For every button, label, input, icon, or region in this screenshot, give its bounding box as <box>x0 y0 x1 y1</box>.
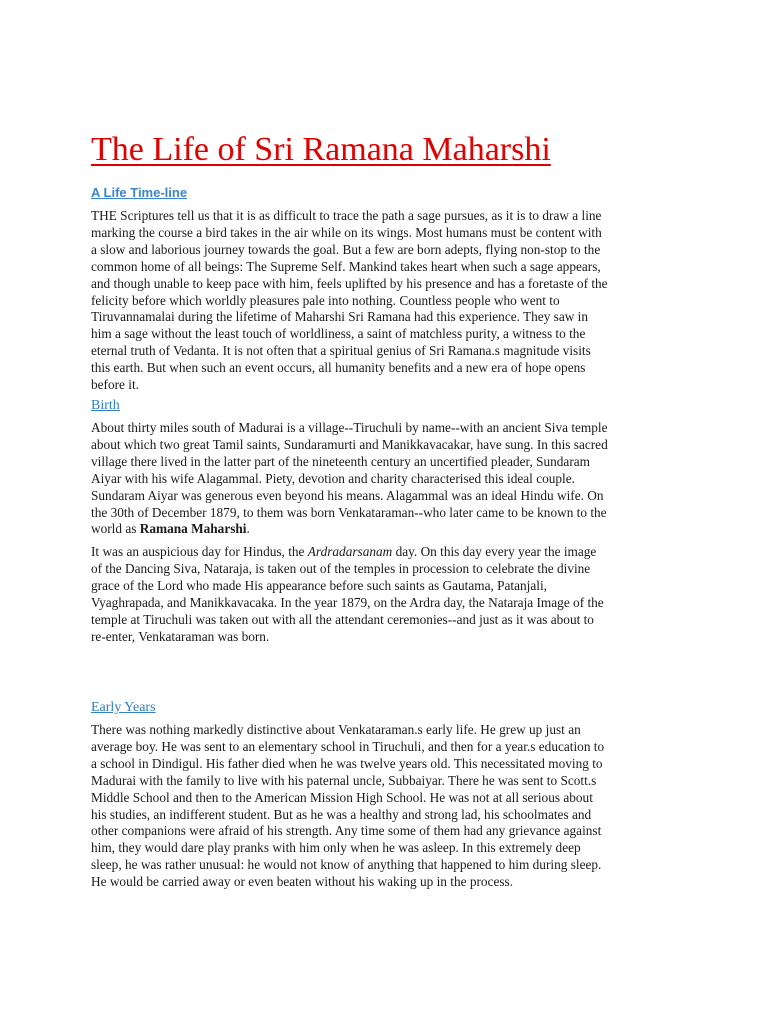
text-line: THE Scriptures tell us that it is as difficult to trace the path a sage pursues, as it is to draw a line <box>91 208 602 223</box>
text-line: About thirty miles south of Madurai is a village--Tiruchuli by name--with an ancient Siva temple <box>91 420 608 435</box>
text-line: marking the course a bird takes in the air while on its wings. Most humans must be content with <box>91 224 602 240</box>
section-heading-life-timeline[interactable]: A Life Time-line <box>91 185 188 200</box>
paragraph-birth-2 <box>91 544 679 645</box>
text-line: him a sage without the least touch of worldliness, a saint of matchless purity, a witness to the <box>91 326 586 342</box>
text-line: about which two great Tamil saints, Sundaramurti and Manikkavacakar, have sung. In this sacred <box>91 436 608 452</box>
text-line: average boy. He was sent to an elementary school in Tiruchuli, and then for a year.s education to <box>91 738 605 754</box>
text-line: Aiyar with his wife Alagammal. Piety, devotion and charity characterised this ideal couple. <box>91 470 575 486</box>
text-line <box>91 521 679 538</box>
text-line: a slow and laborious journey towards the goal. But a few are born adepts, flying non-stop to the <box>91 241 601 257</box>
text-line: He would be carried away or even beaten without his waking up in the process. <box>91 874 514 890</box>
text-line: re-enter, Venkataraman was born. <box>91 628 270 644</box>
text-line: There was nothing markedly distinctive about Venkataraman.s early life. He grew up just an <box>91 722 581 737</box>
text-line: the 30th of December 1879, to them was born Venkataraman--who later came to be known to the <box>91 504 607 520</box>
text-line: before it. <box>91 377 139 393</box>
text-line: village there lived in the latter part of the nineteenth century an uncertified pleader, Sundaram <box>91 453 591 469</box>
text-line: his studies, an indifferent student. But as he was a healthy and strong lad, his schoolmates and <box>91 806 592 822</box>
text-line: Tiruvannamalai during the lifetime of Maharshi Sri Ramana had this experience. They saw in <box>91 309 589 325</box>
text-line: Sundaram Aiyar was generous even beyond his means. Alagammal was an ideal Hindu wife. On <box>91 487 604 503</box>
text-line: other companions were afraid of his strength. Any time some of them had any grievance against <box>91 823 602 839</box>
paragraph-early-years <box>91 722 679 891</box>
section-heading-birth[interactable]: Birth <box>91 398 120 413</box>
section-heading-early-years[interactable]: Early Years <box>91 700 156 715</box>
name-bold: Ramana Maharshi <box>139 521 247 537</box>
text-span: . <box>246 521 250 537</box>
text-span: It was an auspicious day for Hindus, the <box>91 544 308 559</box>
text-line: him, they would dare play pranks with him only when he was asleep. In this extremely deep <box>91 840 581 856</box>
text-span: world as <box>91 521 140 537</box>
page-title: The Life of Sri Ramana Maharshi <box>91 131 551 168</box>
text-line: sleep, he was rather unusual: he would not know of anything that happened to him during sleep. <box>91 857 602 873</box>
text-line: of the Dancing Siva, Nataraja, is taken out of the temples in procession to celebrate the divine <box>91 560 591 576</box>
text-line: grace of the Lord who made His appearance before such saints as Gautama, Patanjali, <box>91 577 547 593</box>
text-line: Madurai with the family to live with his paternal uncle, Subbaiyar. There he was sent to Scott.s <box>91 772 597 788</box>
text-line <box>91 544 679 561</box>
text-line: a school in Dindigul. His father died when he was twelve years old. This necessitated moving to <box>91 755 603 771</box>
text-span: day. On this day every year the image <box>392 544 597 559</box>
text-line: Middle School and then to the American Mission High School. He was not at all serious about <box>91 789 593 805</box>
text-line: felicity before which worldly pleasures pale into nothing. Countless people who went to <box>91 292 560 308</box>
paragraph-life-timeline <box>91 208 679 394</box>
text-line: eternal truth of Vedanta. It is not often that a spiritual genius of Sri Ramana.s magnitude visits <box>91 343 591 359</box>
text-line: and though unable to keep pace with him, feels uplifted by his presence and has a foretaste of the <box>91 275 608 291</box>
text-line: temple at Tiruchuli was taken out with all the attendant ceremonies--and just as it was about to <box>91 611 594 627</box>
paragraph-birth-1 <box>91 420 679 538</box>
text-line: common home of all beings: The Supreme Self. Mankind takes heart when such a sage appears, <box>91 258 601 274</box>
term-italic: Ardradarsanam <box>307 544 393 559</box>
text-line: Vyaghrapada, and Manikkavacaka. In the year 1879, on the Ardra day, the Nataraja Image of the <box>91 594 604 610</box>
text-line: this earth. But when such an event occurs, all humanity benefits and a new era of hope opens <box>91 360 586 376</box>
